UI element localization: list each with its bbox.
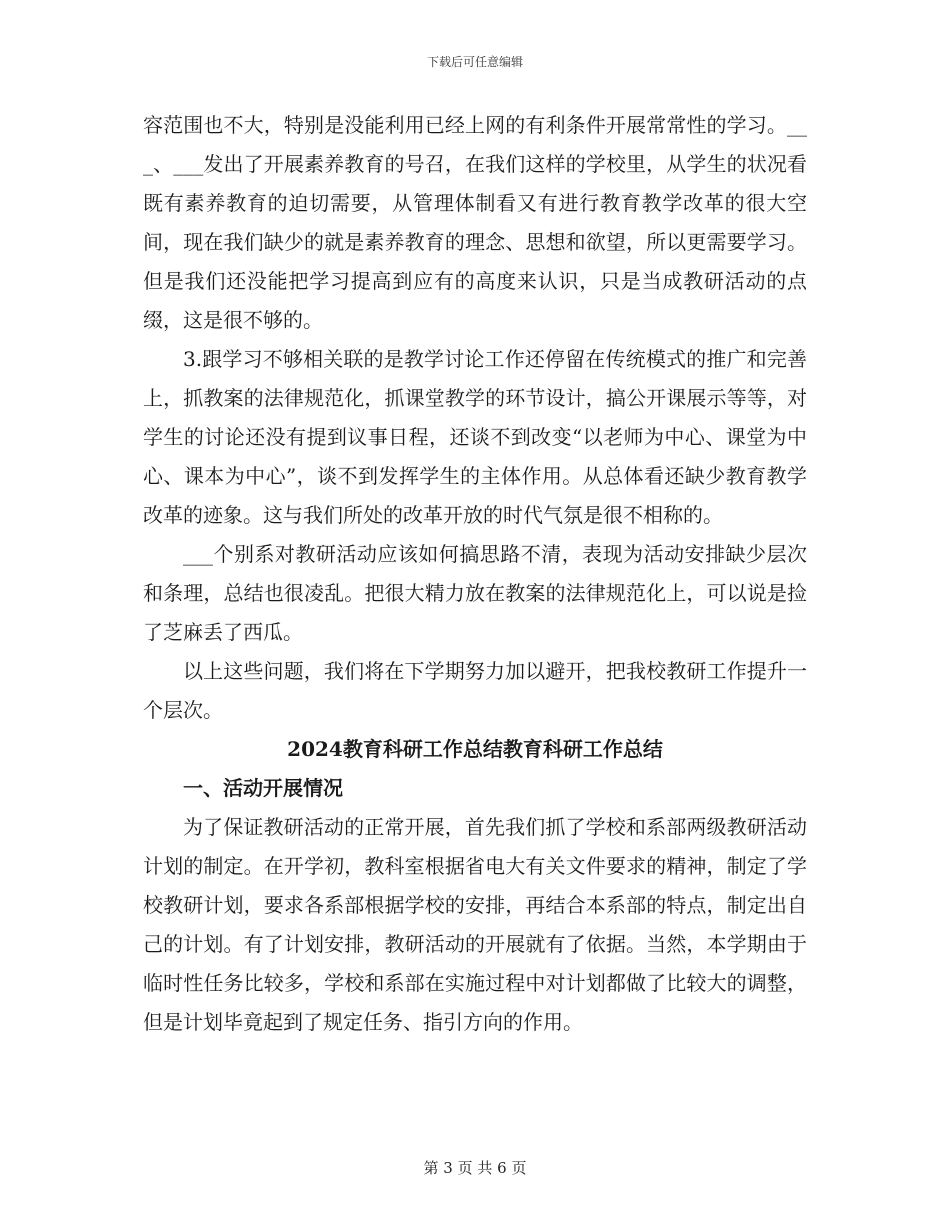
document-body: [143, 106, 807, 1042]
paragraph-5: 为了保证教研活动的正常开展，首先我们抓了学校和系部两级教研活动计划的制定。在开学初，教科室根据省电大有关文件要求的精神，制定了学校教研计划，要求各系部根据学校的安排，再结合本系部的特点，制定出自己的计划。有了计划安排，教研活动的开展就有了依据。当然，本学期由于临时性任务比较多，学校和系部在实施过程中对计划都做了比较大的调整，但是计划毕竟起到了规定任务、指引方向的作用。: [143, 815, 807, 1034]
paragraph-2: 3.跟学习不够相关联的是教学讨论工作还停留在传统模式的推广和完善上，抓教案的法律规范化，抓课堂教学的环节设计，搞公开课展示等等，对学生的讨论还没有提到议事日程，还谈不到改变“以老师为中心、课堂为中心、课本为中心”，谈不到发挥学生的主体作用。从总体看还缺少教育教学改革的迹象。这与我们所处的改革开放的时代气氛是很不相称的。: [143, 347, 807, 527]
paragraph-1: 容范围也不大，特别是没能利用已经上网的有利条件开展常常性的学习。___、___发出了开展素养教育的号召，在我们这样的学校里，从学生的状况看既有素养教育的迫切需要，从管理体制看又有进行教育教学改革的很大空间，现在我们缺少的就是素养教育的理念、思想和欲望，所以更需要学习。但是我们还没能把学习提高到应有的高度来认识，只是当成教研活动的点缀，这是很不够的。: [143, 113, 807, 332]
paragraph-4: 以上这些问题，我们将在下学期努力加以避开，把我校教研工作提升一个层次。: [143, 659, 807, 722]
section-heading: 一、活动开展情况: [183, 776, 343, 800]
page-footer: 第 3 页 共 6 页: [423, 1159, 527, 1177]
section-title: 2024教育科研工作总结教育科研工作总结: [287, 737, 663, 761]
paragraph-3: ___个别系对教研活动应该如何搞思路不清，表现为活动安排缺少层次和条理，总结也很凌乱。把很大精力放在教案的法律规范化上，可以说是捡了芝麻丢了西瓜。: [143, 542, 807, 644]
page-header: 下载后可任意编辑: [426, 55, 523, 69]
